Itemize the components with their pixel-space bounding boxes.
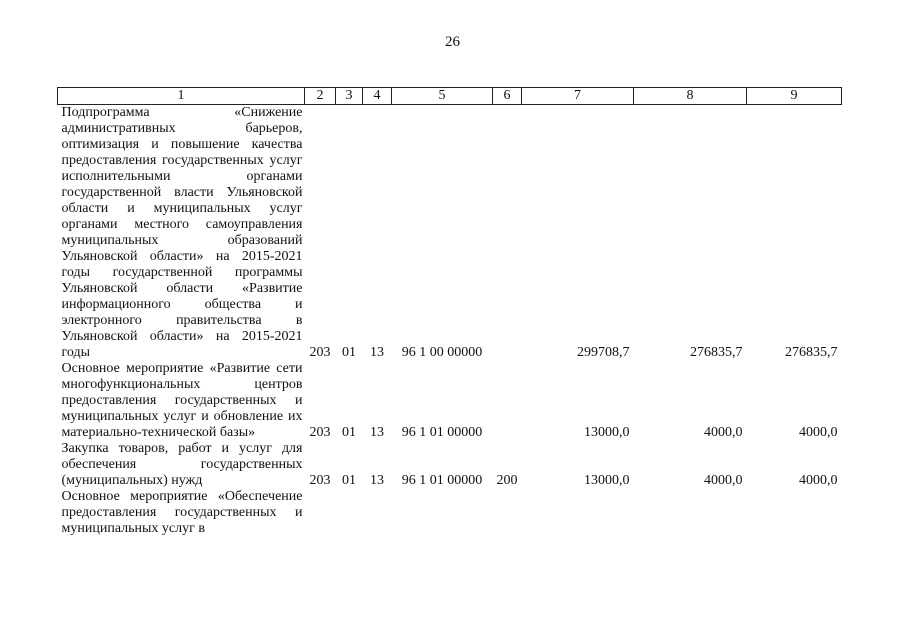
cell-c2: 203 xyxy=(309,345,331,360)
cell-c6 xyxy=(493,361,522,441)
cell-c3 xyxy=(336,489,363,537)
page-number: 26 xyxy=(445,34,460,50)
cell-c2: 203 xyxy=(309,425,331,440)
column-header-7: 7 xyxy=(522,88,634,105)
cell-c9 xyxy=(747,489,842,537)
cell-c9: 4000,0 xyxy=(799,425,838,440)
cell-c7: 13000,0 xyxy=(584,425,630,440)
table-row xyxy=(58,489,842,537)
cell-c8: 4000,0 xyxy=(704,425,743,440)
cell-c3: 01 xyxy=(342,345,356,360)
cell-c7: 13000,0 xyxy=(584,473,630,488)
cell-c5: 96 1 01 00000 xyxy=(401,473,483,488)
cell-c7 xyxy=(522,489,634,537)
budget-table xyxy=(57,87,842,537)
row-name: Основное мероприятие «Развитие сети многофункциональных центров предоставления государственных и муниципальных услуг и обновление их материально-технической базы» xyxy=(61,361,303,440)
cell-c5: 96 1 00 00000 xyxy=(401,345,483,360)
cell-c4 xyxy=(363,489,392,537)
column-header-8: 8 xyxy=(634,88,747,105)
column-header-3: 3 xyxy=(336,88,363,105)
cell-c8: 4000,0 xyxy=(704,473,743,488)
cell-c4: 13 xyxy=(370,425,384,440)
cell-c8: 276835,7 xyxy=(690,345,743,360)
cell-c8 xyxy=(634,489,747,537)
cell-c6 xyxy=(493,489,522,537)
row-name: Закупка товаров, работ и услуг для обеспечения государственных (муниципальных) нужд xyxy=(61,441,303,488)
row-name: Подпрограмма «Снижение административных барьеров, оптимизация и повышение качества предоставления государственных услуг исполнительными органами государственной власти Ульяновской области и муниципальных услуг органами местного самоуправления муниципальных образований Ульяновской области» на 2015-2021 годы государственной программы Ульяновской области «Развитие информационного общества и электронного правительства в Ульяновской области» на 2015-2021 годы xyxy=(61,105,303,360)
cell-c4: 13 xyxy=(370,473,384,488)
cell-c3: 01 xyxy=(342,425,356,440)
column-header-6: 6 xyxy=(493,88,522,105)
cell-c7: 299708,7 xyxy=(577,345,630,360)
cell-c2 xyxy=(305,489,336,537)
table-header-row xyxy=(58,88,842,105)
cell-c3: 01 xyxy=(342,473,356,488)
table-row xyxy=(58,105,842,362)
cell-c6: 200 xyxy=(496,473,518,488)
cell-c2: 203 xyxy=(309,473,331,488)
table-row xyxy=(58,361,842,441)
row-name: Основное мероприятие «Обеспечение предоставления государственных и муниципальных услуг в xyxy=(61,489,303,536)
column-header-9: 9 xyxy=(747,88,842,105)
column-header-5: 5 xyxy=(392,88,493,105)
cell-c9: 4000,0 xyxy=(799,473,838,488)
cell-c6 xyxy=(493,105,522,362)
cell-c5: 96 1 01 00000 xyxy=(401,425,483,440)
column-header-2: 2 xyxy=(305,88,336,105)
column-header-1: 1 xyxy=(58,88,305,105)
cell-c9: 276835,7 xyxy=(785,345,838,360)
column-header-4: 4 xyxy=(363,88,392,105)
table-row xyxy=(58,441,842,489)
cell-c5 xyxy=(392,489,493,537)
cell-c4: 13 xyxy=(370,345,384,360)
